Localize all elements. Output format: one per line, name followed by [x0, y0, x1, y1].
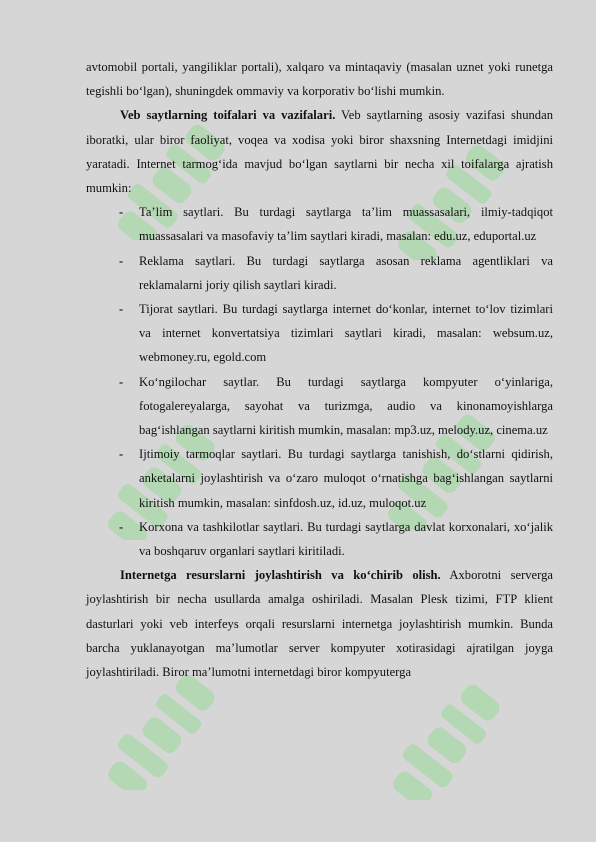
list-item-text: Ijtimoiy tarmoqlar saytlari. Bu turdagi saytlarga tanishish, do‘stlarni qidirish, anketalarni joylashtirish va o‘zaro muloqot o‘rnatishga bag‘ishlangan saytlarni kiritish mumkin, masalan: sinfdosh.uz, id.uz, muloqot.uz	[139, 447, 553, 510]
paragraph-text: Veb saytlarning asosiy vazifasi shundan iboratki, ular biror faoliyat, voqea va xodisa yoki biror shaxsning Internetdagi imidjini yaratadi. Internet tarmog‘ida mavjud bo‘lgan saytlarni bir necha xil toifalarga ajratish mumkin:	[86, 108, 553, 196]
dash-bullet: -	[119, 374, 124, 389]
list-item	[86, 249, 553, 297]
list-item-text: Ko‘ngilochar saytlar. Bu turdagi saytlarga kompyuter o‘yinlariga, fotogalereyalarga, sayohat va turizmga, audio va kinonamoyishlarga bag‘ishlangan saytlarni kiritish mumkin, masalan: mp3.uz, melody.uz, cinema.uz	[139, 374, 553, 438]
dash-bullet: -	[119, 253, 124, 268]
list-item-text: Reklama saytlari. Bu turdagi saytlarga asosan reklama agentliklari va reklamalarni joriy qilish saytlari kiradi.	[139, 253, 553, 292]
list-item-text: Korxona va tashkilotlar saytlari. Bu turdagi saytlarga davlat korxonalari, xo‘jalik va boshqaruv organlari saytlari kiritiladi.	[139, 519, 553, 559]
section-heading-site-categories: Veb saytlarning toifalari va vazifalari.	[120, 108, 336, 123]
paragraph-text: Axborotni serverga joylashtirish bir necha usullarda amalga oshiriladi. Masalan Plesk tizimi, FTP klient dasturlari yoki veb interfeys orqali resurslarni internetga joylashtirish mumkin. Bunda barcha yuklanayotgan ma’lumotlar server kompyuter xotirasidagi ajratilgan joyga joylashtiriladi. Biror ma’lumotni internetdagi biror kompyuterga	[86, 568, 554, 680]
dash-bullet: -	[119, 519, 124, 534]
dash-bullet: -	[119, 302, 124, 317]
site-category-list	[86, 200, 553, 563]
list-item	[86, 515, 553, 563]
list-item	[86, 370, 553, 443]
list-item-text: Ta’lim saytlari. Bu turdagi saytlarga ta’lim muassasalari, ilmiy-tadqiqot muassasalari va masofaviy ta’lim saytlari kiradi, masalan: edu.uz, eduportal.uz	[139, 205, 553, 244]
paragraph-continuation: avtomobil portali, yangiliklar portali), xalqaro va mintaqaviy (masalan uznet yoki runetga tegishli bo‘lgan), shuningdek ommaviy va korporativ bo‘lishi mumkin.	[86, 60, 553, 99]
document-body	[86, 55, 553, 684]
list-item-text: Tijorat saytlari. Bu turdagi saytlarga internet do‘konlar, internet to‘lov tizimlari va internet konvertatsiya tizimlari saytlari kiradi, masalan: websum.uz, webmoney.ru, egold.com	[139, 302, 553, 365]
paragraph-resource-upload	[86, 563, 553, 684]
diagonal-green-watermark-icon	[355, 670, 555, 800]
paragraph-site-categories	[86, 103, 553, 200]
dash-bullet: -	[119, 447, 124, 462]
section-heading-resource-upload: Internetga resurslarni joylashtirish va ko‘chirib olish.	[120, 568, 441, 583]
list-item	[86, 442, 553, 515]
list-item	[86, 200, 553, 248]
dash-bullet: -	[119, 205, 124, 220]
list-item	[86, 297, 553, 370]
